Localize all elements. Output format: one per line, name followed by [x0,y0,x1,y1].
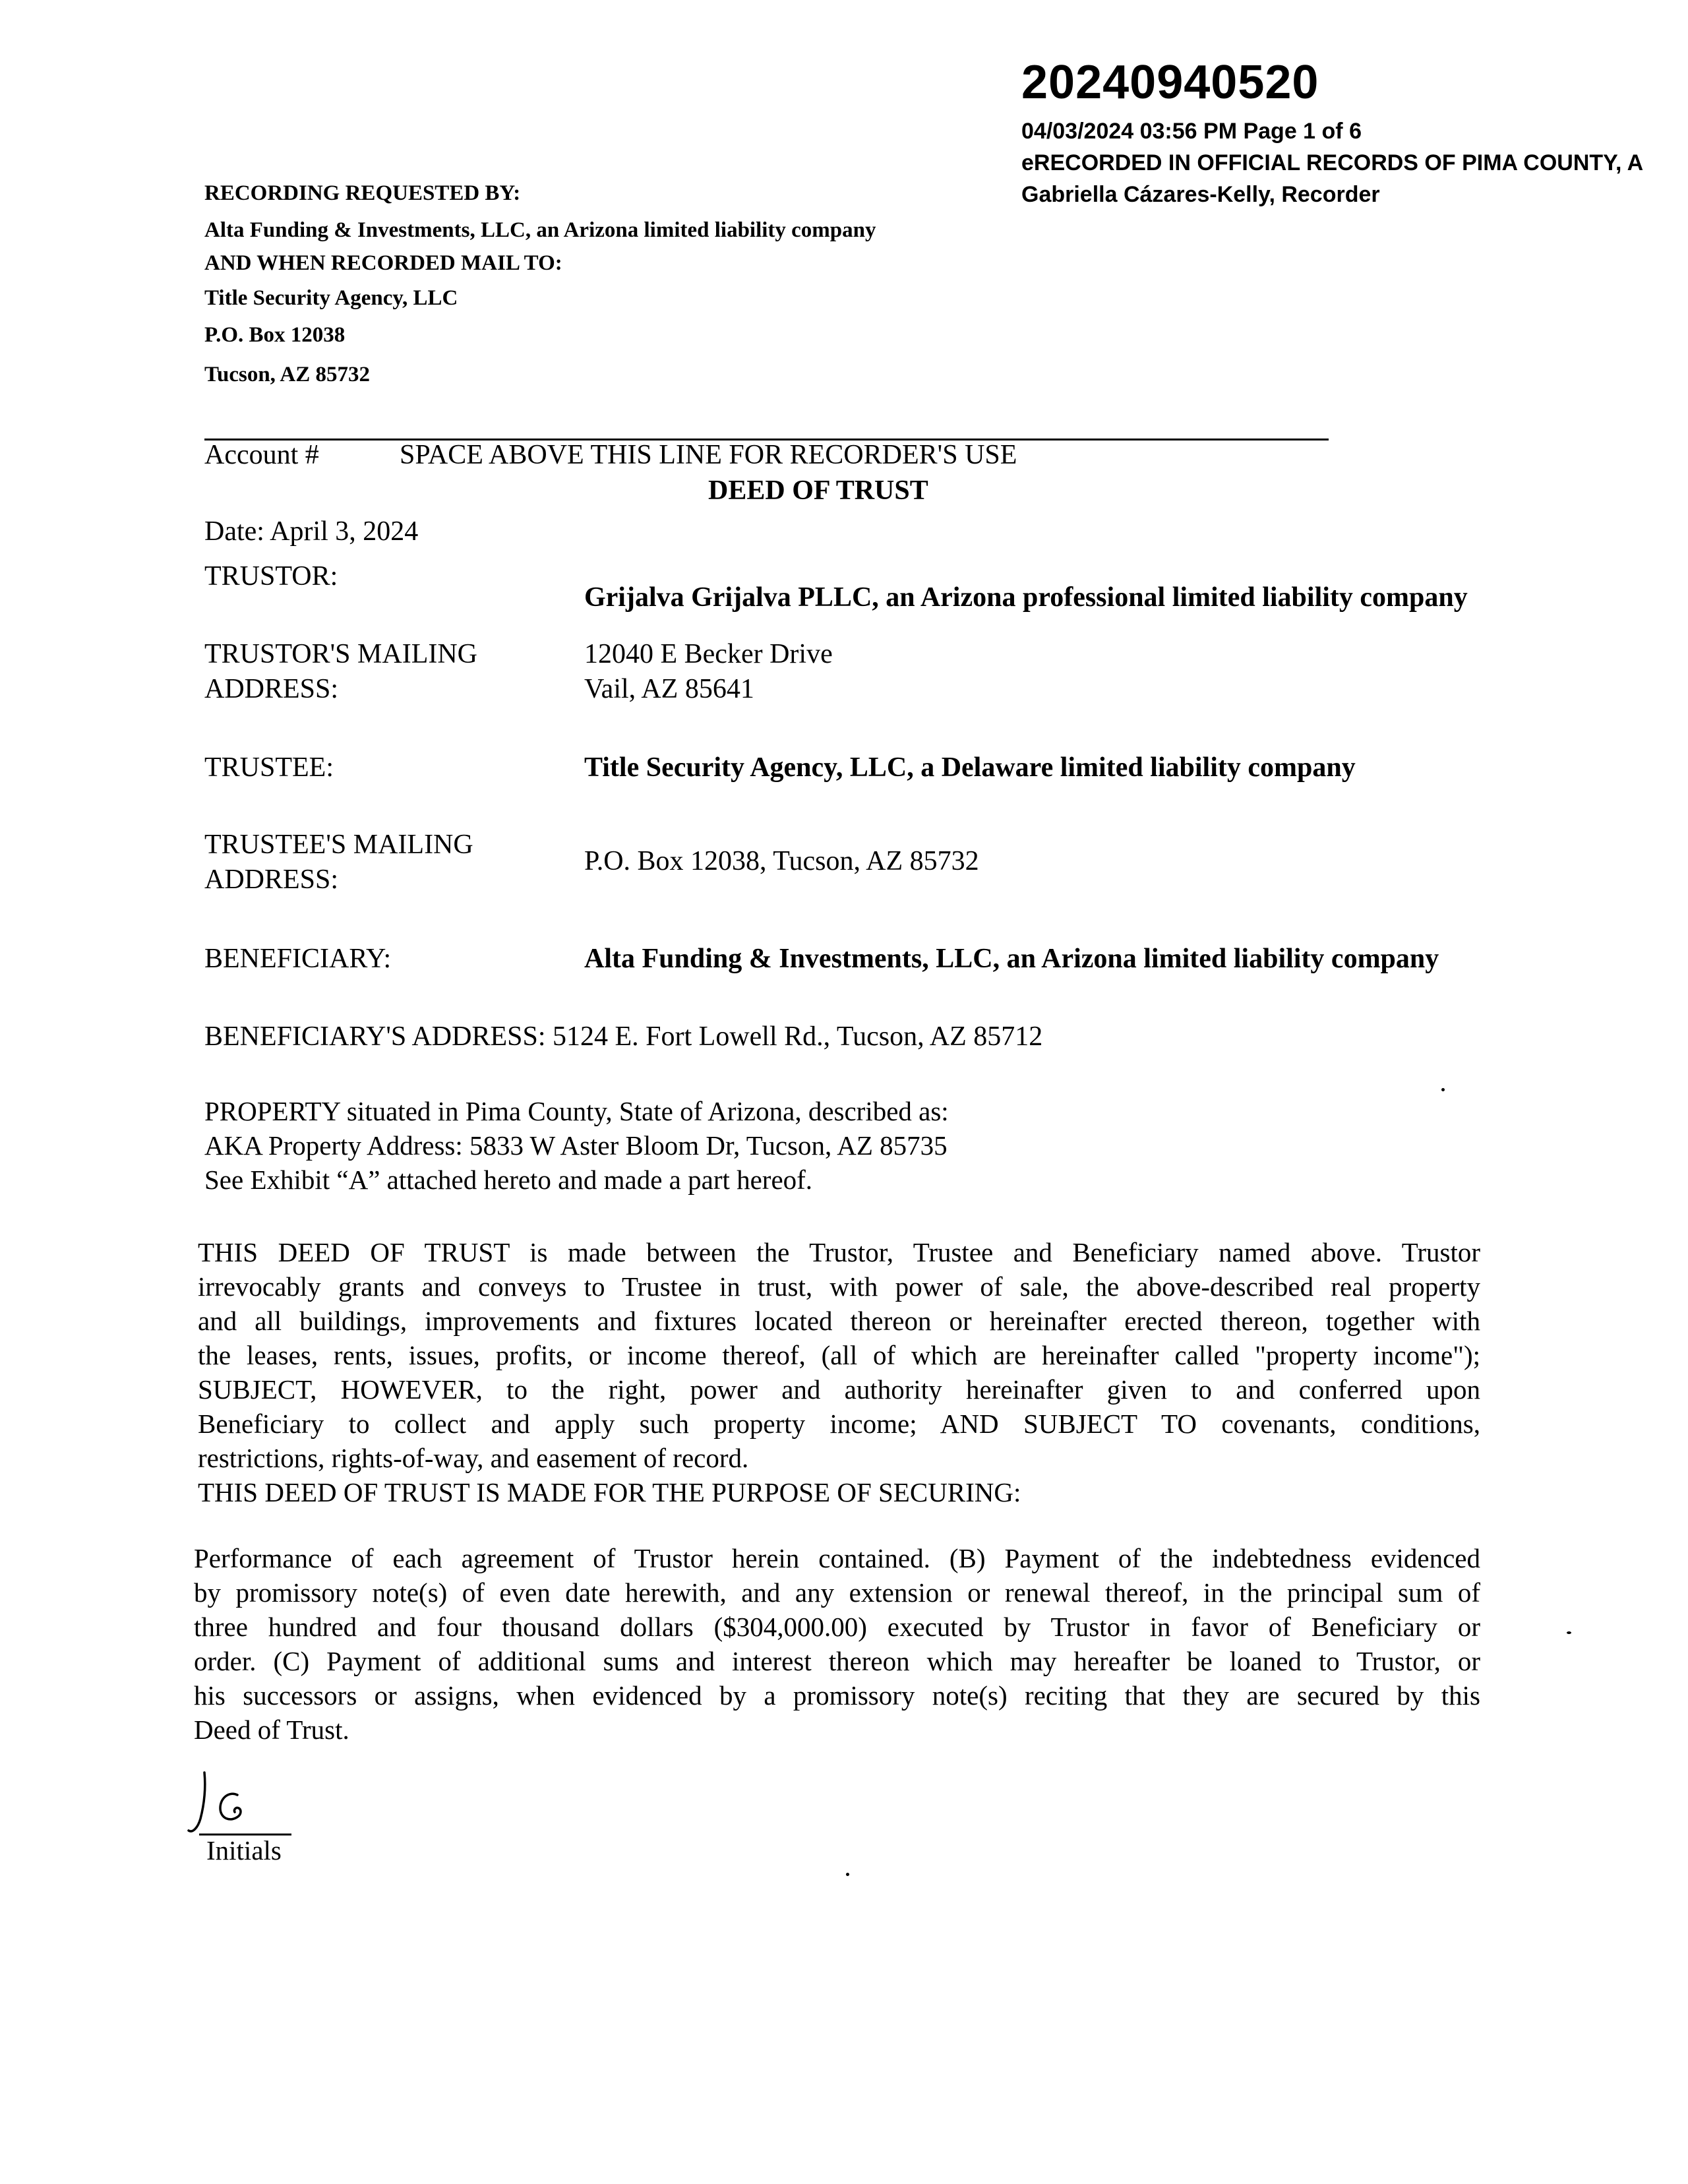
trustee-address: P.O. Box 12038, Tucson, AZ 85732 [584,846,979,876]
trustor-mailing-label-2: ADDRESS: [204,674,339,704]
erecorded-notice: eRECORDED IN OFFICIAL RECORDS OF PIMA COUNTY, A [1021,150,1644,175]
trustee-mailing-label-2: ADDRESS: [204,864,339,895]
document-title: DEED OF TRUST [708,475,928,506]
grant-line: Beneficiary to collect and apply such property income; AND SUBJECT TO covenants, conditions, [198,1409,1480,1439]
purpose-line: Performance of each agreement of Trustor herein contained. (B) Payment of the indebtedness evidenced [194,1543,1480,1573]
recording-datetime-page: 04/03/2024 03:56 PM Page 1 of 6 [1021,119,1362,144]
trustee-label: TRUSTEE: [204,752,334,783]
recording-number: 20240940520 [1021,56,1319,109]
mail-to-box: P.O. Box 12038 [204,323,346,347]
scan-speck [1567,1631,1571,1634]
grant-line: the leases, rents, issues, profits, or income thereof, (all of which are hereinafter called "property income"); [198,1340,1480,1370]
account-label: Account # [204,440,319,470]
grant-line: restrictions, rights-of-way, and easement of record. [198,1443,749,1473]
purpose-line: his successors or assigns, when evidenced by a promissory note(s) reciting that they are secured by this [194,1680,1480,1711]
trustor-address-line-2: Vail, AZ 85641 [584,674,754,704]
recorder-name: Gabriella Cázares-Kelly, Recorder [1021,182,1380,207]
beneficiary-value: Alta Funding & Investments, LLC, an Arizona limited liability company [584,944,1439,974]
trustee-mailing-label-1: TRUSTEE'S MAILING [204,830,473,860]
recording-requester: Alta Funding & Investments, LLC, an Arizona limited liability company [204,218,876,242]
space-above-notice: SPACE ABOVE THIS LINE FOR RECORDER'S USE [400,440,1017,470]
trustor-label: TRUSTOR: [204,561,338,592]
purpose-line: order. (C) Payment of additional sums and interest thereon which may hereafter be loaned to Trustor, or [194,1646,1480,1676]
initials-label: Initials [206,1835,282,1866]
trustor-mailing-label-1: TRUSTOR'S MAILING [204,639,477,669]
mail-to-name: Title Security Agency, LLC [204,286,458,310]
mail-to-heading: AND WHEN RECORDED MAIL TO: [204,251,562,275]
grant-line: THIS DEED OF TRUST is made between the Trustor, Trustee and Beneficiary named above. Trustor [198,1237,1480,1267]
grant-paragraph [198,1235,1480,1509]
grant-line-purpose-heading: THIS DEED OF TRUST IS MADE FOR THE PURPOSE OF SECURING: [198,1477,1021,1507]
grant-line: irrevocably grants and conveys to Trustee in trust, with power of sale, the above-described real property [198,1271,1480,1302]
grant-line: SUBJECT, HOWEVER, to the right, power and authority hereinafter given to and conferred upon [198,1374,1480,1405]
property-line-2: AKA Property Address: 5833 W Aster Bloom Dr, Tucson, AZ 85735 [204,1130,948,1161]
trustee-value: Title Security Agency, LLC, a Delaware limited liability company [584,752,1356,783]
purpose-paragraph [194,1541,1480,1747]
scan-speck [1441,1088,1445,1091]
date-line: Date: April 3, 2024 [204,516,419,547]
beneficiary-address-line: BENEFICIARY'S ADDRESS: 5124 E. Fort Lowell Rd., Tucson, AZ 85712 [204,1021,1043,1052]
grant-line: and all buildings, improvements and fixtures located thereon or hereinafter erected thereon, together with [198,1306,1480,1336]
trustor-value: Grijalva Grijalva PLLC, an Arizona professional limited liability company [584,582,1468,613]
beneficiary-label: BENEFICIARY: [204,944,392,974]
property-line-3: See Exhibit “A” attached hereto and made a part hereof. [204,1165,813,1195]
purpose-line: three hundred and four thousand dollars ($304,000.00) executed by Trustor in favor of Beneficiary or [194,1612,1480,1642]
purpose-line: Deed of Trust. [194,1714,349,1745]
handwritten-initials [186,1767,298,1841]
scan-speck [846,1873,849,1876]
mail-to-city: Tucson, AZ 85732 [204,363,370,386]
purpose-line: by promissory note(s) of even date herewith, and any extension or renewal thereof, in the principal sum of [194,1577,1480,1608]
recording-requested-heading: RECORDING REQUESTED BY: [204,181,521,205]
property-line-1: PROPERTY situated in Pima County, State of Arizona, described as: [204,1096,949,1126]
trustor-address-line-1: 12040 E Becker Drive [584,639,833,669]
